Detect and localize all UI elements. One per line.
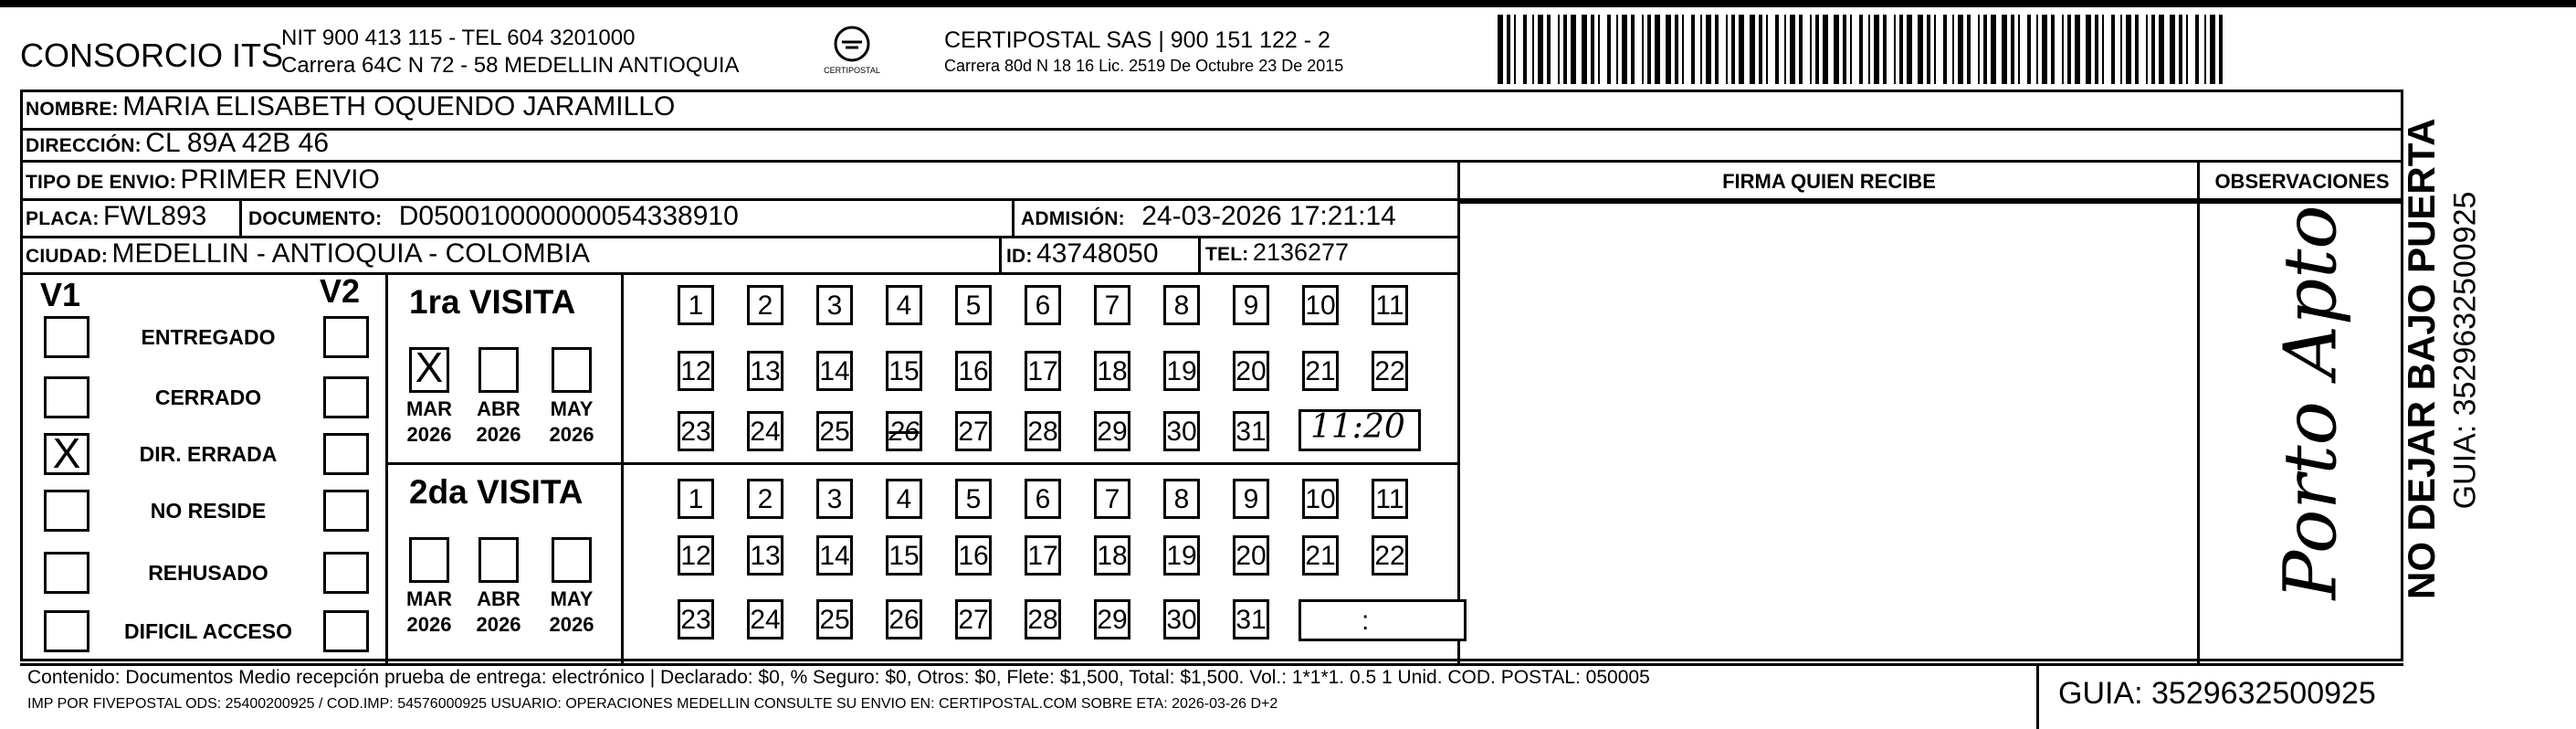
day-box[interactable]: 9 [1233, 479, 1269, 519]
day-box[interactable]: 14 [816, 535, 853, 576]
day-box[interactable]: 7 [1094, 285, 1130, 325]
certipostal-line-1: CERTIPOSTAL SAS | 900 151 122 - 2 [944, 27, 1330, 53]
day-box[interactable]: 29 [1094, 599, 1130, 639]
day-box[interactable]: 18 [1094, 535, 1130, 576]
v1-checkbox[interactable] [44, 490, 89, 532]
day-box[interactable]: 22 [1372, 351, 1408, 391]
day-box[interactable]: 25 [816, 599, 853, 639]
day-box[interactable]: 23 [678, 599, 714, 639]
admision-label: ADMISIÓN: [1021, 208, 1125, 229]
day-box[interactable]: 11 [1372, 285, 1408, 325]
day-box[interactable]: 6 [1025, 479, 1061, 519]
month-label: MAR [405, 397, 453, 420]
v2-checkbox[interactable] [323, 433, 369, 475]
day-box[interactable]: 7 [1094, 479, 1130, 519]
documento-row [248, 201, 739, 232]
day-box[interactable]: 10 [1302, 285, 1339, 325]
side-guia: GUIA: 3529632500925 [2447, 191, 2483, 510]
day-box[interactable]: 8 [1163, 285, 1200, 325]
second-visit-time-field[interactable] [1299, 599, 1467, 641]
month-year-label: 2026 [406, 423, 452, 446]
logo-caption: CERTIPOSTAL [824, 66, 880, 75]
day-box[interactable]: 4 [886, 285, 922, 325]
month-label: MAR [405, 587, 453, 610]
day-box[interactable]: 31 [1233, 411, 1269, 451]
day-box[interactable]: 12 [678, 535, 714, 576]
day-box[interactable]: 4 [886, 479, 922, 519]
company-name: CONSORCIO ITS [20, 37, 284, 74]
day-box[interactable]: 13 [747, 535, 783, 576]
day-box[interactable]: 5 [955, 479, 992, 519]
footer-guia: GUIA: 3529632500925 [2058, 676, 2376, 711]
id-value: 43748050 [1036, 238, 1159, 269]
day-box[interactable]: 10 [1302, 479, 1339, 519]
day-box[interactable]: 24 [747, 599, 783, 639]
day-box[interactable]: 1 [678, 285, 714, 325]
barcode [1498, 15, 2228, 84]
day-box[interactable]: 26 [886, 599, 922, 639]
day-box[interactable]: 17 [1025, 351, 1061, 391]
day-box[interactable]: 3 [816, 285, 853, 325]
ciudad-label: CIUDAD: [26, 246, 109, 267]
month-year-label: 2026 [476, 613, 521, 636]
day-box[interactable]: 2 [747, 285, 783, 325]
direccion-row [26, 128, 329, 159]
first-visit-title: 1ra VISITA [409, 283, 576, 321]
v1-checkbox[interactable] [44, 376, 89, 418]
firma-header: FIRMA QUIEN RECIBE [1722, 170, 1936, 193]
status-label: DIFICIL ACCESO [123, 619, 292, 643]
day-box[interactable]: 1 [678, 479, 714, 519]
day-box[interactable]: 26 [886, 411, 922, 451]
admision-value: 24-03-2026 17:21:14 [1141, 201, 1396, 231]
month-checkbox[interactable] [409, 537, 449, 583]
no-dejar-bajo-puerta: NO DEJAR BAJO PUERTA [2400, 118, 2443, 599]
placa-label: PLACA: [26, 208, 100, 229]
second-visit-time: : [1362, 606, 1370, 636]
status-label: CERRADO [154, 386, 262, 409]
v2-checkbox[interactable] [323, 490, 369, 532]
day-box[interactable]: 31 [1233, 599, 1269, 639]
month-label: MAY [550, 587, 594, 610]
documento-value: D050010000000054338910 [398, 201, 739, 231]
status-label: REHUSADO [148, 561, 268, 585]
v2-checkbox[interactable] [323, 376, 369, 418]
v2-label: V2 [320, 272, 361, 310]
month-checkbox[interactable] [478, 537, 519, 583]
day-box[interactable]: 16 [955, 351, 992, 391]
day-box[interactable]: 3 [816, 479, 853, 519]
day-box[interactable]: 20 [1233, 535, 1269, 576]
observation-handwriting: Porto Apto [2267, 205, 2353, 600]
top-border [0, 0, 2576, 7]
month-checkbox[interactable]: X [409, 347, 449, 393]
month-year-label: 2026 [406, 613, 452, 636]
tipo-envio-row [26, 164, 380, 195]
tel-value: 2136277 [1252, 238, 1350, 266]
day-box[interactable]: 8 [1163, 479, 1200, 519]
observaciones-header: OBSERVACIONES [2214, 170, 2390, 193]
month-checkbox[interactable] [552, 347, 592, 393]
nombre-label: NOMBRE: [26, 99, 119, 120]
month-year-label: 2026 [549, 613, 594, 636]
v1-checkbox[interactable] [44, 552, 89, 594]
company-nit: NIT 900 413 115 - TEL 604 3201000 [281, 26, 636, 50]
admision-row [1021, 201, 1396, 232]
direccion-label: DIRECCIÓN: [26, 135, 142, 156]
day-box[interactable]: 28 [1025, 411, 1061, 451]
placa-value: FWL893 [102, 201, 207, 231]
first-visit-time: 11:20 [1310, 408, 1405, 446]
month-label: ABR [477, 397, 520, 420]
day-box[interactable]: 24 [747, 411, 783, 451]
day-box[interactable]: 15 [886, 535, 922, 576]
v2-checkbox[interactable] [323, 316, 369, 358]
certipostal-line-2: Carrera 80d N 18 16 Lic. 2519 De Octubre 23 De 2015 [944, 57, 1344, 75]
id-label: ID: [1006, 246, 1033, 267]
day-box[interactable]: 6 [1025, 285, 1061, 325]
v1-checkbox[interactable] [44, 610, 89, 652]
day-box[interactable]: 2 [747, 479, 783, 519]
day-box[interactable]: 18 [1094, 351, 1130, 391]
day-box[interactable]: 22 [1372, 535, 1408, 576]
month-label: ABR [477, 587, 520, 610]
day-box[interactable]: 14 [816, 351, 853, 391]
second-visit-title: 2da VISITA [409, 473, 584, 511]
month-year-label: 2026 [476, 423, 521, 446]
day-box[interactable]: 20 [1233, 351, 1269, 391]
imp-line: IMP POR FIVEPOSTAL ODS: 25400200925 / COD.IMP: 54576000925 USUARIO: OPERACIONES MEDELLIN CONSULTE SU ENVIO EN: CERTIPOSTAL.COM SOBRE ETA: 2026-03-26 D+2 [27, 696, 1278, 712]
v1-checkbox[interactable]: X [44, 433, 89, 475]
day-box[interactable]: 16 [955, 535, 992, 576]
day-box[interactable]: 19 [1163, 351, 1200, 391]
status-label: NO RESIDE [150, 499, 267, 523]
day-box[interactable]: 15 [886, 351, 922, 391]
nombre-row [26, 91, 675, 122]
month-checkbox[interactable] [478, 347, 519, 393]
ciudad-value: MEDELLIN - ANTIOQUIA - COLOMBIA [111, 238, 590, 269]
day-box[interactable]: 29 [1094, 411, 1130, 451]
day-box[interactable]: 27 [955, 599, 992, 639]
day-box[interactable]: 9 [1233, 285, 1269, 325]
day-box[interactable]: 21 [1302, 351, 1339, 391]
tipo-envio-label: TIPO DE ENVIO: [26, 172, 176, 193]
company-address: Carrera 64C N 72 - 58 MEDELLIN ANTIOQUIA [281, 53, 740, 78]
day-box[interactable]: 30 [1163, 599, 1200, 639]
certipostal-logo [815, 24, 889, 77]
documento-label: DOCUMENTO: [248, 208, 383, 229]
id-row [1006, 238, 1159, 269]
status-label: DIR. ERRADA [139, 442, 278, 466]
first-visit-time-field[interactable] [1299, 409, 1421, 451]
v2-checkbox[interactable] [323, 552, 369, 594]
tel-label: TEL: [1205, 244, 1249, 265]
day-box[interactable]: 27 [955, 411, 992, 451]
month-checkbox[interactable] [552, 537, 592, 583]
day-box[interactable]: 5 [955, 285, 992, 325]
direccion-value: CL 89A 42B 46 [145, 128, 330, 158]
v1-label: V1 [40, 276, 81, 313]
tel-row [1205, 238, 1349, 267]
contenido-line: Contenido: Documentos Medio recepción prueba de entrega: electrónico | Declarado: $0, % Seguro: $0, Otros: $0, Flete: $1,500, Total: $1,500. Vol.: 1*1*1. 0.5 1 Unid. COD. POSTAL: 050005 [27, 667, 1650, 688]
ciudad-row [26, 238, 590, 269]
tipo-envio-value: PRIMER ENVIO [180, 164, 380, 195]
month-year-label: 2026 [549, 423, 594, 446]
day-box[interactable]: 30 [1163, 411, 1200, 451]
day-box[interactable]: 28 [1025, 599, 1061, 639]
nombre-value: MARIA ELISABETH OQUENDO JARAMILLO [122, 91, 676, 122]
day-box[interactable]: 19 [1163, 535, 1200, 576]
day-box[interactable]: 21 [1302, 535, 1339, 576]
day-box[interactable]: 25 [816, 411, 853, 451]
day-box[interactable]: 13 [747, 351, 783, 391]
day-box[interactable]: 11 [1372, 479, 1408, 519]
day-box[interactable]: 17 [1025, 535, 1061, 576]
month-label: MAY [550, 397, 594, 420]
day-box[interactable]: 12 [678, 351, 714, 391]
day-box[interactable]: 23 [678, 411, 714, 451]
placa-row [26, 201, 206, 232]
status-label: ENTREGADO [141, 325, 276, 349]
v2-checkbox[interactable] [323, 610, 369, 652]
v1-checkbox[interactable] [44, 316, 89, 358]
